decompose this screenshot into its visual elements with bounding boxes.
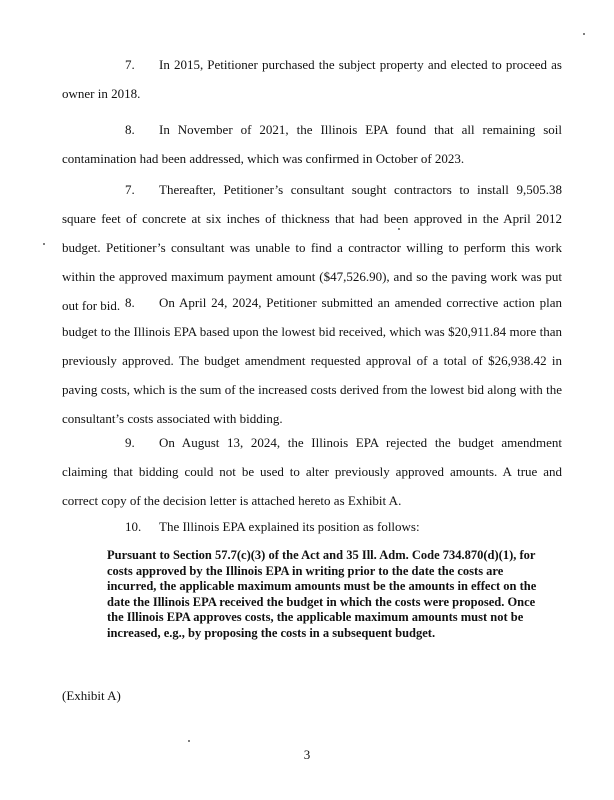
paragraph-number: 10. (125, 519, 142, 534)
paragraph-text: On April 24, 2024, Petitioner submitted an amended corrective action plan budget to the Illinois EPA based upon the lowest bid received, which was $20,911.84 more than previously approved. The budget amendment requested approval of a total of $26,938.42 in paving costs, which is the sum of the increased costs derived from the lowest bid along with the consultant’s costs associated with bidding. (62, 295, 562, 426)
paragraph-7-purchase (62, 50, 562, 108)
paragraph-number: 7. (125, 182, 135, 197)
paragraph-number: 8. (125, 295, 135, 310)
paragraph-number: 9. (125, 435, 135, 450)
paragraph-text: On August 13, 2024, the Illinois EPA rejected the budget amendment claiming that bidding could not be used to alter previously approved amounts. A true and correct copy of the decision letter is attached hereto as Exhibit A. (62, 435, 562, 508)
paragraph-text: Thereafter, Petitioner’s consultant sought contractors to install 9,505.38 square feet of concrete at six inches of thickness that had been approved in the April 2012 budget. Petitioner’s consultant was unable to find a contractor willing to perform this work within the approved maximum payment amount ($47,526.90), and so the paving work was put out for bid. (62, 182, 562, 313)
paragraph-8-amended-budget (62, 288, 562, 433)
paragraph-text: In November of 2021, the Illinois EPA found that all remaining soil contamination had been addressed, which was confirmed in October of 2023. (62, 122, 562, 166)
paragraph-number: 7. (125, 57, 135, 72)
scan-speck (583, 33, 585, 35)
scan-speck (188, 740, 190, 742)
scan-speck (43, 243, 45, 245)
exhibit-reference: (Exhibit A) (62, 688, 121, 703)
paragraph-text: The Illinois EPA explained its position as follows: (159, 519, 420, 534)
paragraph-number: 8. (125, 122, 135, 137)
paragraph-8-contamination (62, 115, 562, 173)
block-quote: Pursuant to Section 57.7(c)(3) of the Act and 35 Ill. Adm. Code 734.870(d)(1), for costs approved by the Illinois EPA in writing prior to the date the costs are incurred, the applicable maximum amounts must be the amounts in effect on the date the Illinois EPA received the budget in which the costs were proposed. Once the Illinois EPA approves costs, the applicable maximum amounts must not be increased, e.g., by proposing the costs in a subsequent budget. (107, 548, 537, 640)
paragraph-10-position (62, 512, 562, 541)
paragraph-9-rejection (62, 428, 562, 515)
page-number: 3 (303, 747, 311, 762)
paragraph-text: In 2015, Petitioner purchased the subject property and elected to proceed as owner in 2018. (62, 57, 562, 101)
scan-speck (398, 228, 400, 230)
